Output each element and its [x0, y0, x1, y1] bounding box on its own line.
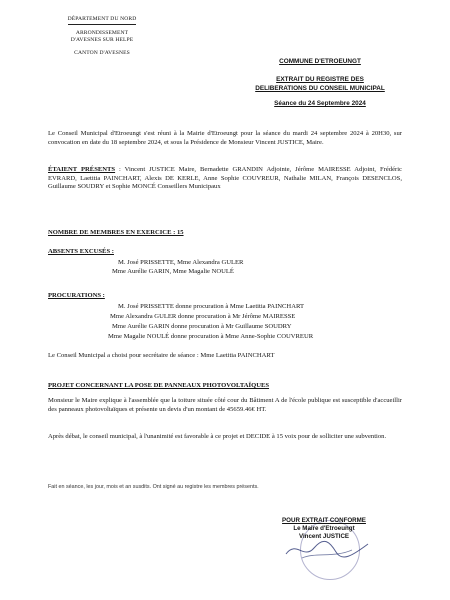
procuration-item-3: Mme Aurélie GARIN donne procuration à Mr Guillaume SOUDRY: [112, 323, 292, 330]
absents-line-1: M. José PRISSETTE, Mme Alexandra GULER: [118, 259, 244, 266]
procuration-item-2: Mme Alexandra GULER donne procuration à Mr Jérôme MAIRESSE: [110, 313, 296, 320]
absents-line-2: Mme Aurélie GARIN, Mme Magalie NOULÉ: [112, 268, 234, 275]
present-list: : Vincent JUSTICE Maire, Bernadette GRANDIN Adjointe, Jérôme MAIRESSE Adjoint, Frédéric EVRARD, Laetitia PAINCHART, Alexis DE KERLE, Anne Sophie COUVREUR, Nathalie MILAN, François DESENCLOS, Guillaume SOUDRY et Sophie MONCÉ Conseillers Municipaux: [48, 166, 402, 191]
procuration-item-1: M. José PRISSETTE donne procuration à Mme Laetitia PAINCHART: [118, 303, 304, 310]
department-label: DÉPARTEMENT DU NORD: [68, 16, 137, 25]
commune-title: COMMUNE D'ETROEUNGT: [279, 58, 361, 65]
session-date: Séance du 24 Septembre 2024: [274, 100, 366, 108]
project-paragraph-1: Monsieur le Maire explique à l'assemblée que la toiture située côté cour du Bâtiment A de l'école publique est susceptible d'accueillir des panneaux photovoltaïques et présente un devis d'un montant de 45659.46€ HT.: [48, 397, 402, 413]
handwritten-signature: [282, 536, 372, 562]
arrondissement-label: ARRONDISSEMENT: [75, 29, 129, 36]
header-right: [250, 58, 390, 109]
procuration-item-4: Mme Magalie NOULÉ donne procuration à Mme Anne-Sophie COUVREUR: [108, 333, 314, 340]
signature-line-3: Vincent JUSTICE: [298, 533, 350, 540]
extract-title-line1: EXTRAIT DU REGISTRE DES: [276, 76, 364, 84]
signature-line-2: Le Maire d'Etroeungt: [293, 525, 355, 532]
secretary-line: Le Conseil Municipal a choisi pour secrétaire de séance : Mme Laetitia PAINCHART: [48, 352, 275, 359]
signature-line-1: POUR EXTRAIT CONFORME: [282, 517, 366, 524]
canton-label: CANTON D'AVESNES: [74, 49, 130, 56]
project-title: PROJET CONCERNANT LA POSE DE PANNEAUX PHOTOVOLTAÏQUES: [48, 382, 270, 389]
present-paragraph: [48, 166, 402, 192]
arrondissement-name: D'AVESNES SUR HELPE: [70, 37, 134, 44]
members-count: NOMBRE DE MEMBRES EN EXERCICE : 15: [48, 229, 184, 236]
intro-paragraph: Le Conseil Municipal d'Etroeungt s'est réuni à la Mairie d'Etroeungt pour la séance du mardi 24 septembre 2024 à 20H30, sur convocation en date du 18 septembre 2024, et sous la Présidence de Monsieur Vincent JUSTICE, Maire.: [48, 130, 402, 146]
header-left: [52, 16, 152, 57]
absents-label: ABSENTS EXCUSÉS :: [48, 248, 114, 255]
footer-note: Fait en séance, les jour, mois et an susdits. Ont signé au registre les membres présents.: [48, 484, 259, 490]
project-paragraph-2: Après débat, le conseil municipal, à l'unanimité est favorable à ce projet et DECIDE à 15 voix pour de solliciter une subvention.: [48, 433, 387, 440]
extract-title-line2: DELIBERATIONS DU CONSEIL MUNICIPAL: [255, 84, 385, 92]
present-label: ÉTAIENT PRÉSENTS: [48, 166, 116, 173]
procurations-label: PROCURATIONS :: [48, 292, 105, 299]
